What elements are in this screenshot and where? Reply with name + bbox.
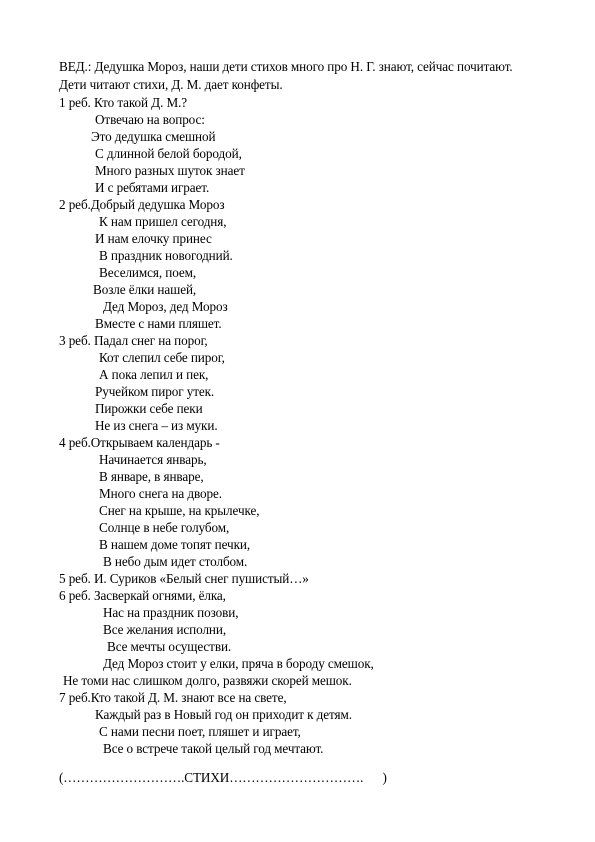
poem-line: С длинной белой бородой, — [95, 146, 242, 161]
poem-line: Начинается январь, — [99, 452, 207, 467]
child-3-heading: 3 реб. Падал снег на порог, — [59, 333, 208, 348]
child-5-heading: 5 реб. И. Суриков «Белый снег пушистый…» — [59, 571, 309, 586]
poems-placeholder: (……………………….СТИХИ…………………………. ) — [59, 770, 387, 785]
poem-line: Кот слепил себе пирог, — [99, 350, 225, 365]
child-6-heading: 6 реб. Засверкай огнями, ёлка, — [59, 588, 226, 603]
poem-line: Дед Мороз, дед Мороз — [103, 299, 228, 314]
poem-line: Не томи нас слишком долго, развяжи скорей мешок. — [63, 673, 352, 688]
poem-line: И с ребятами играет. — [95, 180, 210, 195]
poem-line: Все о встрече такой целый год мечтают. — [103, 741, 324, 756]
poem-line: Много снега на дворе. — [99, 486, 222, 501]
poem-line: С нами песни поет, пляшет и играет, — [99, 724, 301, 739]
poem-line: Снег на крыше, на крылечке, — [99, 503, 260, 518]
poem-line: В праздник новогодний. — [99, 248, 233, 263]
poem-line: Много разных шуток знает — [95, 163, 245, 178]
poem-line: Пирожки себе пеки — [95, 401, 203, 416]
poem-line: Возле ёлки нашей, — [93, 282, 197, 297]
child-7-heading: 7 реб.Кто такой Д. М. знают все на свете, — [59, 690, 287, 705]
poem-line: Все желания исполни, — [103, 622, 227, 637]
poem-line: В нашем доме топят печки, — [99, 537, 251, 552]
poem-line: Вместе с нами пляшет. — [95, 316, 222, 331]
stage-direction: Дети читают стихи, Д. М. дает конфеты. — [59, 77, 283, 92]
poem-line: Не из снега – из муки. — [95, 418, 218, 433]
poem-line: Каждый раз в Новый год он приходит к детям. — [95, 707, 352, 722]
poem-line: Все мечты осуществи. — [107, 639, 232, 654]
poem-line: И нам елочку принес — [95, 231, 212, 246]
poem-line: Солнце в небе голубом, — [99, 520, 230, 535]
host-intro-line: ВЕД.: Дедушка Мороз, наши дети стихов много про Н. Г. знают, сейчас почитают. — [59, 59, 513, 74]
poem-line: А пока лепил и пек, — [99, 367, 209, 382]
poem-line: В январе, в январе, — [99, 469, 204, 484]
child-1-heading: 1 реб. Кто такой Д. М.? — [59, 95, 188, 110]
poem-line: Дед Мороз стоит у елки, пряча в бороду смешок, — [103, 656, 374, 671]
poem-line: Нас на праздник позови, — [103, 605, 239, 620]
poem-line: Веселимся, поем, — [99, 265, 197, 280]
poem-line: Отвечаю на вопрос: — [95, 112, 205, 127]
poem-line: Это дедушка смешной — [91, 129, 216, 144]
poem-line: Ручейком пирог утек. — [95, 384, 215, 399]
child-4-heading: 4 реб.Открываем календарь - — [59, 435, 220, 450]
poem-line: К нам пришел сегодня, — [99, 214, 227, 229]
child-2-heading: 2 реб.Добрый дедушка Мороз — [59, 197, 225, 212]
poem-line: В небо дым идет столбом. — [103, 554, 248, 569]
